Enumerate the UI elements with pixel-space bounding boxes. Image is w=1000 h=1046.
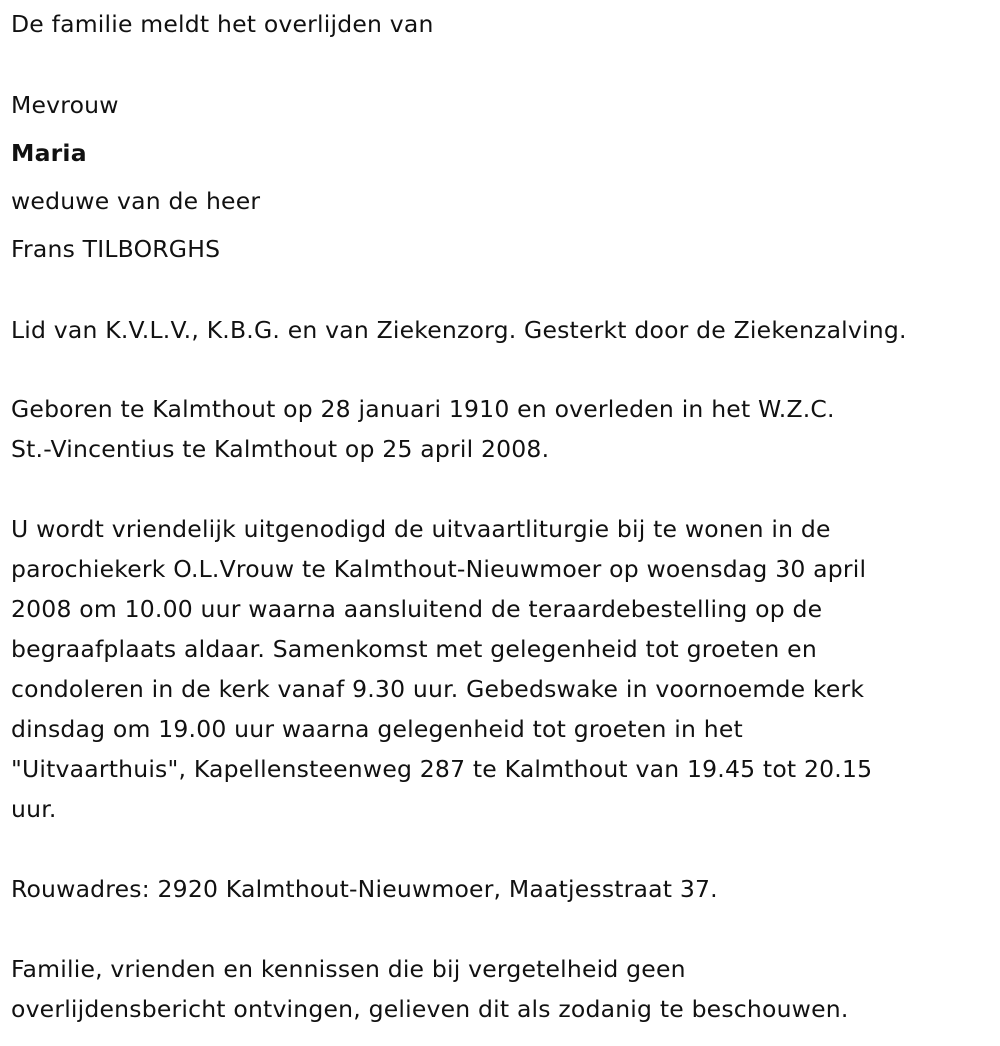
- relation-text: weduwe van de heer: [11, 187, 261, 215]
- funeral-line-1: U wordt vriendelijk uitgenodigd de uitvaartliturgie bij te wonen in de: [11, 515, 831, 543]
- closing-line-2: overlijdensbericht ontvingen, gelieven dit als zodanig te beschouwen.: [11, 995, 849, 1023]
- funeral-line-3: 2008 om 10.00 uur waarna aansluitend de teraardebestelling op de: [11, 595, 823, 623]
- funeral-line-4: begraafplaats aldaar. Samenkomst met gelegenheid tot groeten en: [11, 635, 817, 663]
- funeral-line-5: condoleren in de kerk vanaf 9.30 uur. Gebedswake in voornoemde kerk: [11, 675, 865, 703]
- title-text: Mevrouw: [11, 91, 119, 119]
- membership-text: Lid van K.V.L.V., K.B.G. en van Ziekenzorg. Gesterkt door de Ziekenzalving.: [11, 316, 907, 344]
- funeral-line-7: "Uitvaarthuis", Kapellensteenweg 287 te Kalmthout van 19.45 tot 20.15: [11, 755, 873, 783]
- funeral-line-2: parochiekerk O.L.Vrouw te Kalmthout-Nieuwmoer op woensdag 30 april: [11, 555, 867, 583]
- spouse-name: Frans TILBORGHS: [11, 235, 221, 263]
- birth-death-line-1: Geboren te Kalmthout op 28 januari 1910 en overleden in het W.Z.C.: [11, 395, 835, 423]
- closing-line-1: Familie, vrienden en kennissen die bij vergetelheid geen: [11, 955, 686, 983]
- funeral-line-8: uur.: [11, 795, 57, 823]
- funeral-line-6: dinsdag om 19.00 uur waarna gelegenheid tot groeten in het: [11, 715, 743, 743]
- deceased-name: Maria: [11, 139, 87, 167]
- birth-death-line-2: St.-Vincentius te Kalmthout op 25 april 2008.: [11, 435, 550, 463]
- intro-text: De familie meldt het overlijden van: [11, 10, 434, 38]
- address-text: Rouwadres: 2920 Kalmthout-Nieuwmoer, Maatjesstraat 37.: [11, 875, 718, 903]
